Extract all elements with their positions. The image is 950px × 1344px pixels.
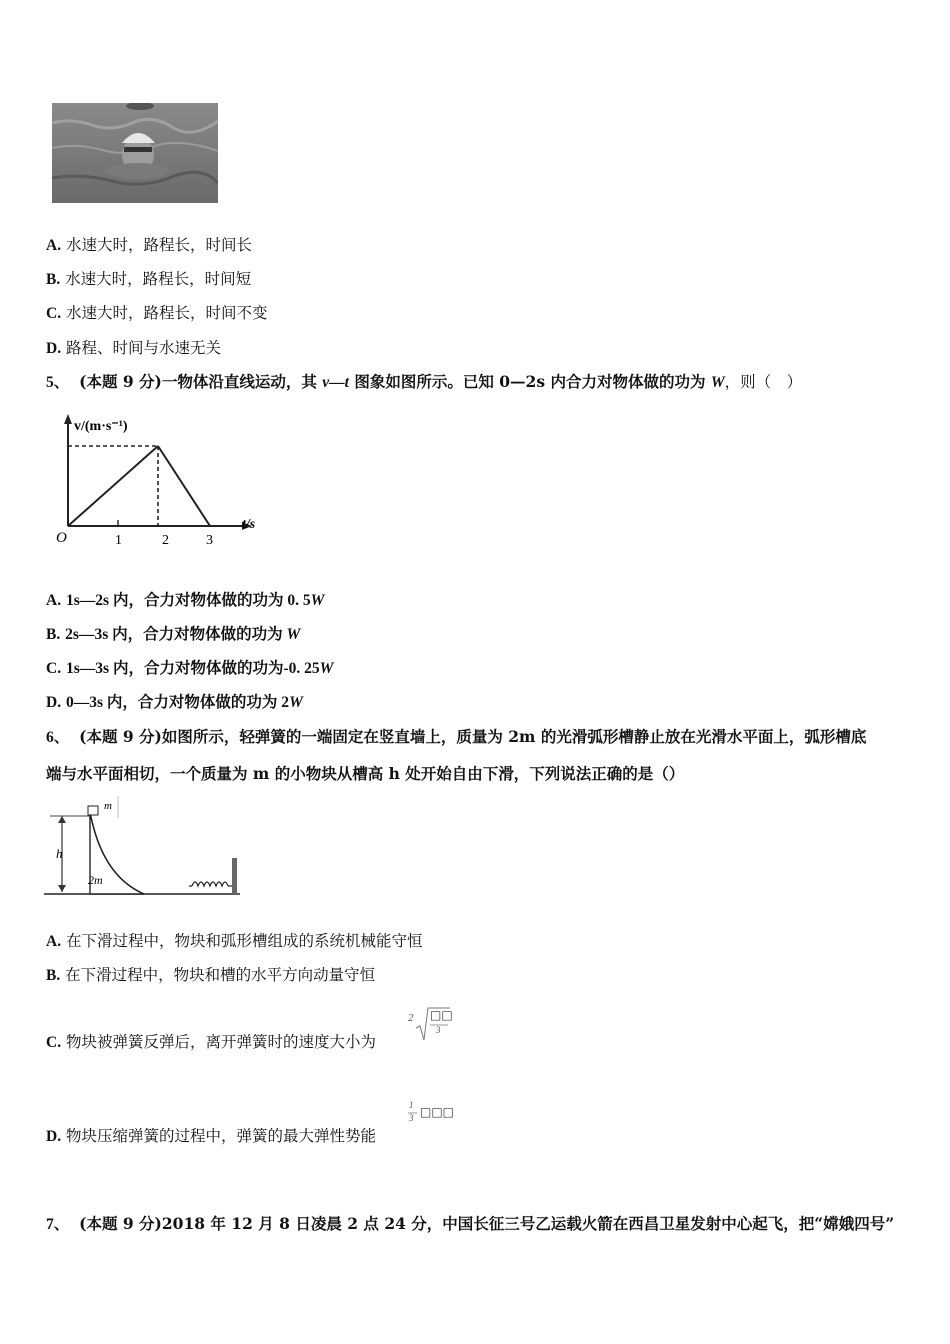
q6-formula-c: 2 □□ 3 [408, 1006, 452, 1046]
q6-option-d: D. 物块压缩弹簧的过程中，弹簧的最大弹性势能 [46, 1127, 377, 1145]
q5-y-axis-label: v/(m·s⁻¹) [74, 419, 128, 434]
q6-option-c: C. 物块被弹簧反弹后，离开弹簧时的速度大小为 [46, 1033, 377, 1051]
q4-option-b: B. 水速大时，路程长，时间短 [46, 270, 252, 288]
q6-stem-line1: 6、 (本题 9 分)如图所示，轻弹簧的一端固定在竖直墙上，质量为 2m 的光滑弧形槽静止放在光滑水平面上，弧形槽底 [46, 727, 867, 746]
q5-stem: 5、 (本题 9 分)一物体沿直线运动，其 v—t 图象如图所示。已知 0—2s 内合力对物体做的功为 W，则（ ） [46, 372, 803, 391]
q6-figure [44, 796, 244, 902]
q4-option-c: C. 水速大时，路程长，时间不变 [46, 304, 268, 322]
q5-tick-2: 2 [162, 533, 169, 548]
q5-x-axis-label: t/s [242, 517, 256, 532]
q5-option-c: C. 1s—3s 内，合力对物体做的功为-0. 25W [46, 660, 334, 677]
q5-tick-1: 1 [115, 533, 122, 548]
q5-option-a: A. 1s—2s 内，合力对物体做的功为 0. 5W [46, 592, 325, 609]
q5-vt-graph [50, 410, 280, 550]
q6-option-b: B. 在下滑过程中，物块和槽的水平方向动量守恒 [46, 966, 376, 984]
q5-option-d: D. 0—3s 内，合力对物体做的功为 2W [46, 694, 303, 711]
q6-h-label: h [56, 846, 63, 861]
q4-option-a: A. 水速大时，路程长，时间长 [46, 236, 253, 254]
q4-option-d: D. 路程、时间与水速无关 [46, 339, 222, 357]
q6-m-label: m [104, 800, 112, 812]
swimmer-photo [52, 103, 218, 203]
q6-stem-line2: 端与水平面相切，一个质量为 m 的小物块从槽高 h 处开始自由下滑，下列说法正确的是（） [46, 764, 685, 783]
q6-option-a: A. 在下滑过程中，物块和弧形槽组成的系统机械能守恒 [46, 932, 423, 950]
q6-2m-label: 2m [88, 873, 103, 887]
q5-option-b: B. 2s—3s 内，合力对物体做的功为 W [46, 626, 301, 643]
q7-stem: 7、 (本题 9 分)2018 年 12 月 8 日凌晨 2 点 24 分，中国长征三号乙运载火箭在西昌卫星发射中心起飞，把“嫦娥四号” [46, 1214, 895, 1233]
q6-formula-d: 1 3 □□□ [409, 1100, 455, 1123]
q5-tick-3: 3 [206, 533, 213, 548]
q5-origin-label: O [56, 530, 67, 546]
